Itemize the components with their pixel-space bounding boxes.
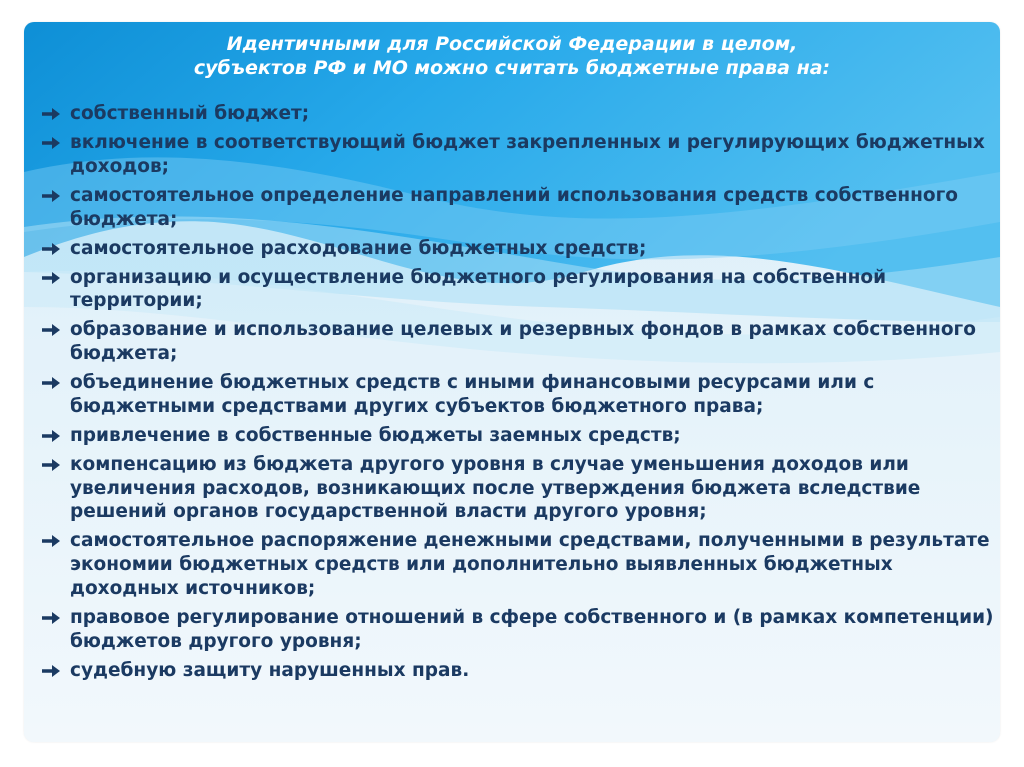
list-item [40, 131, 1000, 179]
list-item-text: собственный бюджет; [70, 103, 310, 124]
slide-title [24, 32, 1000, 80]
arrow-right-icon [40, 106, 62, 122]
list-item [40, 606, 1000, 654]
arrow-right-icon [40, 241, 62, 257]
arrow-right-icon [40, 533, 62, 549]
arrow-right-icon [40, 322, 62, 338]
list-item [40, 184, 1000, 232]
arrow-right-icon [40, 135, 62, 151]
list-item [40, 453, 1000, 524]
arrow-right-icon [40, 188, 62, 204]
list-item [40, 266, 1000, 314]
arrow-right-icon [40, 457, 62, 473]
list-item-text: правовое регулирование отношений в сфере собственного и (в рамках компетенции) бюджетов другого уровня; [70, 607, 994, 652]
arrow-right-icon [40, 663, 62, 679]
slide [24, 22, 1000, 742]
list-item-text: объединение бюджетных средств с иными финансовыми ресурсами или с бюджетными средствами других субъектов бюджетного права; [70, 372, 875, 417]
list-item-text: самостоятельное расходование бюджетных средств; [70, 237, 647, 259]
list-item [40, 424, 1000, 448]
title-line-2: субъектов РФ и МО можно считать бюджетные права на: [193, 57, 831, 79]
list-item-text: компенсацию из бюджета другого уровня в случае уменьшения доходов или увеличения расходов, возникающих после утверждения бюджета вследствие решений органов государственной власти другого уровня; [70, 453, 921, 523]
bullet-list [40, 102, 1000, 688]
list-item-text: образование и использование целевых и резервных фондов в рамках собственного бюджета; [70, 319, 976, 365]
title-line-1: Идентичными для Российской Федерации в целом, [226, 33, 798, 55]
list-item [40, 659, 1000, 683]
arrow-right-icon [40, 375, 62, 391]
list-item-text: судебную защиту нарушенных прав. [70, 659, 470, 681]
arrow-right-icon [40, 428, 62, 444]
arrow-right-icon [40, 270, 62, 286]
list-item [40, 529, 1000, 600]
list-item-text: привлечение в собственные бюджеты заемных средств; [70, 424, 681, 446]
arrow-right-icon [40, 610, 62, 626]
list-item-text: самостоятельное определение направлений использования средств собственного бюджета; [70, 184, 958, 230]
list-item [40, 237, 1000, 261]
list-item-text: организацию и осуществление бюджетного регулирования на собственной территории; [70, 266, 887, 312]
list-item-text: самостоятельное распоряжение денежными средствами, полученными в результате экономии бюджетных средств или дополнительно выявленных бюджетных доходных источников; [70, 530, 990, 600]
list-item [40, 102, 1000, 126]
list-item-text: включение в соответствующий бюджет закрепленных и регулирующих бюджетных доходов; [70, 131, 985, 177]
list-item [40, 371, 1000, 419]
list-item [40, 318, 1000, 366]
